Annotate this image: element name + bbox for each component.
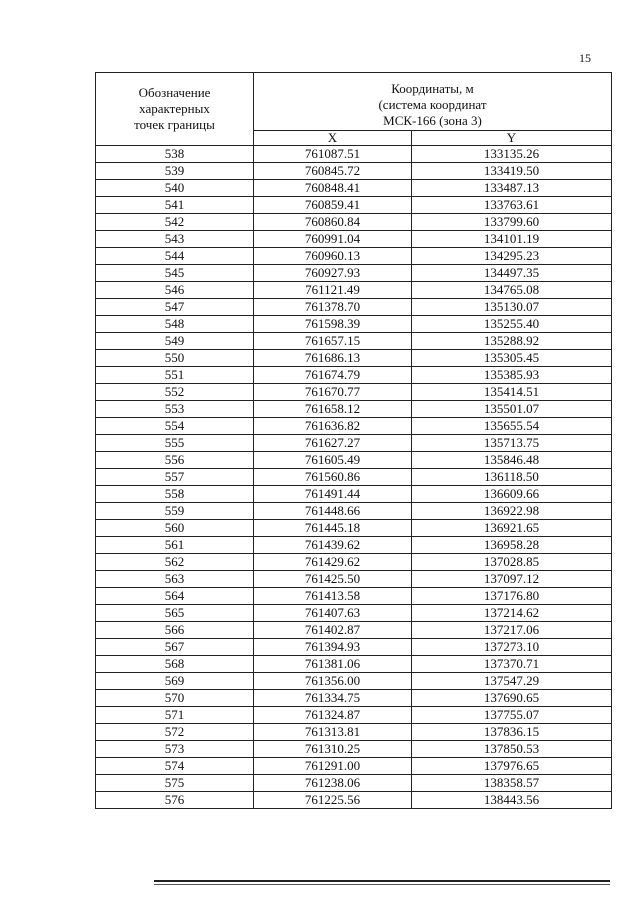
cell-y: 135130.07 — [412, 299, 612, 316]
cell-y: 137273.10 — [412, 639, 612, 656]
cell-x: 761225.56 — [254, 792, 412, 809]
table-row — [96, 639, 612, 656]
cell-x: 761448.66 — [254, 503, 412, 520]
cell-y: 138358.57 — [412, 775, 612, 792]
cell-point: 554 — [96, 418, 254, 435]
table-row — [96, 690, 612, 707]
table-row — [96, 520, 612, 537]
cell-y: 137755.07 — [412, 707, 612, 724]
table-row — [96, 265, 612, 282]
cell-y: 133799.60 — [412, 214, 612, 231]
cell-x: 761491.44 — [254, 486, 412, 503]
cell-x: 761670.77 — [254, 384, 412, 401]
cell-point: 562 — [96, 554, 254, 571]
cell-point: 549 — [96, 333, 254, 350]
cell-x: 761291.00 — [254, 758, 412, 775]
cell-point: 550 — [96, 350, 254, 367]
cell-x: 761658.12 — [254, 401, 412, 418]
cell-x: 760845.72 — [254, 163, 412, 180]
cell-point: 544 — [96, 248, 254, 265]
cell-point: 561 — [96, 537, 254, 554]
table-row — [96, 367, 612, 384]
table-row — [96, 571, 612, 588]
table-row — [96, 299, 612, 316]
cell-x: 760848.41 — [254, 180, 412, 197]
cell-x: 761413.58 — [254, 588, 412, 605]
table-row — [96, 214, 612, 231]
table-row — [96, 775, 612, 792]
table-row — [96, 163, 612, 180]
cell-y: 134295.23 — [412, 248, 612, 265]
cell-y: 136921.65 — [412, 520, 612, 537]
cell-point: 574 — [96, 758, 254, 775]
header-point-line-1: Обозначение — [138, 85, 211, 100]
cell-point: 557 — [96, 469, 254, 486]
cell-point: 559 — [96, 503, 254, 520]
cell-x: 761378.70 — [254, 299, 412, 316]
cell-x: 761627.27 — [254, 435, 412, 452]
cell-y: 137214.62 — [412, 605, 612, 622]
footer-rule-thin — [154, 884, 610, 885]
cell-y: 136958.28 — [412, 537, 612, 554]
cell-point: 556 — [96, 452, 254, 469]
cell-x: 760991.04 — [254, 231, 412, 248]
header-coords-line-3: МСК-166 (зона 3) — [383, 113, 482, 128]
cell-y: 136922.98 — [412, 503, 612, 520]
table-row — [96, 503, 612, 520]
table-row — [96, 282, 612, 299]
table-row — [96, 554, 612, 571]
cell-y: 135846.48 — [412, 452, 612, 469]
cell-y: 137097.12 — [412, 571, 612, 588]
cell-point: 541 — [96, 197, 254, 214]
cell-point: 551 — [96, 367, 254, 384]
cell-point: 553 — [96, 401, 254, 418]
cell-point: 565 — [96, 605, 254, 622]
cell-point: 575 — [96, 775, 254, 792]
table-row — [96, 333, 612, 350]
cell-y: 135288.92 — [412, 333, 612, 350]
cell-x: 761445.18 — [254, 520, 412, 537]
cell-x: 761394.93 — [254, 639, 412, 656]
table-row — [96, 605, 612, 622]
cell-y: 137547.29 — [412, 673, 612, 690]
cell-point: 538 — [96, 146, 254, 163]
table-row — [96, 673, 612, 690]
cell-x: 761381.06 — [254, 656, 412, 673]
cell-y: 137370.71 — [412, 656, 612, 673]
table-row — [96, 469, 612, 486]
page-number: 15 — [579, 51, 591, 65]
table-row — [96, 316, 612, 333]
cell-x: 760927.93 — [254, 265, 412, 282]
cell-x: 761238.06 — [254, 775, 412, 792]
cell-y: 137850.53 — [412, 741, 612, 758]
cell-y: 134497.35 — [412, 265, 612, 282]
header-coords-line-2: (система координат — [378, 97, 487, 112]
cell-x: 761402.87 — [254, 622, 412, 639]
table-header — [96, 73, 612, 146]
cell-y: 137217.06 — [412, 622, 612, 639]
cell-point: 545 — [96, 265, 254, 282]
cell-y: 133487.13 — [412, 180, 612, 197]
table-row — [96, 197, 612, 214]
table-row — [96, 588, 612, 605]
cell-y: 137176.80 — [412, 588, 612, 605]
cell-point: 540 — [96, 180, 254, 197]
cell-y: 133419.50 — [412, 163, 612, 180]
cell-y: 135655.54 — [412, 418, 612, 435]
cell-point: 571 — [96, 707, 254, 724]
cell-x: 761407.63 — [254, 605, 412, 622]
cell-x: 761425.50 — [254, 571, 412, 588]
cell-x: 761429.62 — [254, 554, 412, 571]
cell-point: 564 — [96, 588, 254, 605]
cell-x: 760859.41 — [254, 197, 412, 214]
table-row — [96, 486, 612, 503]
cell-y: 138443.56 — [412, 792, 612, 809]
cell-x: 761087.51 — [254, 146, 412, 163]
cell-x: 761605.49 — [254, 452, 412, 469]
cell-point: 568 — [96, 656, 254, 673]
table-row — [96, 350, 612, 367]
cell-point: 576 — [96, 792, 254, 809]
cell-y: 135501.07 — [412, 401, 612, 418]
table-row — [96, 707, 612, 724]
table-row — [96, 146, 612, 163]
cell-y: 137836.15 — [412, 724, 612, 741]
table-row — [96, 384, 612, 401]
cell-point: 547 — [96, 299, 254, 316]
header-coordinates — [254, 73, 612, 131]
cell-x: 760960.13 — [254, 248, 412, 265]
cell-y: 137690.65 — [412, 690, 612, 707]
coordinates-table — [95, 72, 612, 809]
header-row-top — [96, 73, 612, 131]
table-row — [96, 231, 612, 248]
cell-point: 548 — [96, 316, 254, 333]
cell-x: 761439.62 — [254, 537, 412, 554]
table-row — [96, 792, 612, 809]
cell-x: 760860.84 — [254, 214, 412, 231]
cell-y: 134765.08 — [412, 282, 612, 299]
cell-point: 543 — [96, 231, 254, 248]
cell-point: 563 — [96, 571, 254, 588]
cell-x: 761324.87 — [254, 707, 412, 724]
cell-y: 136118.50 — [412, 469, 612, 486]
cell-point: 566 — [96, 622, 254, 639]
table-body — [96, 146, 612, 809]
cell-y: 135255.40 — [412, 316, 612, 333]
header-point-designation — [96, 73, 254, 146]
table-row — [96, 741, 612, 758]
cell-x: 761598.39 — [254, 316, 412, 333]
cell-x: 761356.00 — [254, 673, 412, 690]
table-row — [96, 622, 612, 639]
cell-y: 133135.26 — [412, 146, 612, 163]
cell-x: 761560.86 — [254, 469, 412, 486]
cell-y: 133763.61 — [412, 197, 612, 214]
table-row — [96, 724, 612, 741]
cell-point: 539 — [96, 163, 254, 180]
table-row — [96, 248, 612, 265]
cell-point: 558 — [96, 486, 254, 503]
cell-x: 761636.82 — [254, 418, 412, 435]
cell-point: 569 — [96, 673, 254, 690]
cell-y: 135305.45 — [412, 350, 612, 367]
cell-x: 761686.13 — [254, 350, 412, 367]
cell-y: 134101.19 — [412, 231, 612, 248]
cell-y: 136609.66 — [412, 486, 612, 503]
table-row — [96, 435, 612, 452]
table-row — [96, 401, 612, 418]
header-coords-line-1: Координаты, м — [391, 81, 474, 96]
cell-point: 546 — [96, 282, 254, 299]
table-row — [96, 758, 612, 775]
table-row — [96, 452, 612, 469]
cell-point: 567 — [96, 639, 254, 656]
header-point-line-3: точек границы — [134, 117, 215, 132]
cell-point: 552 — [96, 384, 254, 401]
table-row — [96, 537, 612, 554]
cell-y: 135713.75 — [412, 435, 612, 452]
table-row — [96, 656, 612, 673]
cell-x: 761313.81 — [254, 724, 412, 741]
cell-point: 560 — [96, 520, 254, 537]
cell-point: 555 — [96, 435, 254, 452]
cell-point: 573 — [96, 741, 254, 758]
cell-point: 542 — [96, 214, 254, 231]
cell-x: 761310.25 — [254, 741, 412, 758]
cell-y: 137028.85 — [412, 554, 612, 571]
cell-x: 761657.15 — [254, 333, 412, 350]
cell-x: 761334.75 — [254, 690, 412, 707]
header-y: Y — [412, 131, 612, 146]
table-row — [96, 180, 612, 197]
footer-rule — [154, 880, 610, 882]
cell-point: 572 — [96, 724, 254, 741]
cell-x: 761674.79 — [254, 367, 412, 384]
header-x: X — [254, 131, 412, 146]
cell-y: 137976.65 — [412, 758, 612, 775]
header-point-line-2: характерных — [139, 101, 210, 116]
cell-x: 761121.49 — [254, 282, 412, 299]
cell-point: 570 — [96, 690, 254, 707]
cell-y: 135385.93 — [412, 367, 612, 384]
cell-y: 135414.51 — [412, 384, 612, 401]
table-row — [96, 418, 612, 435]
